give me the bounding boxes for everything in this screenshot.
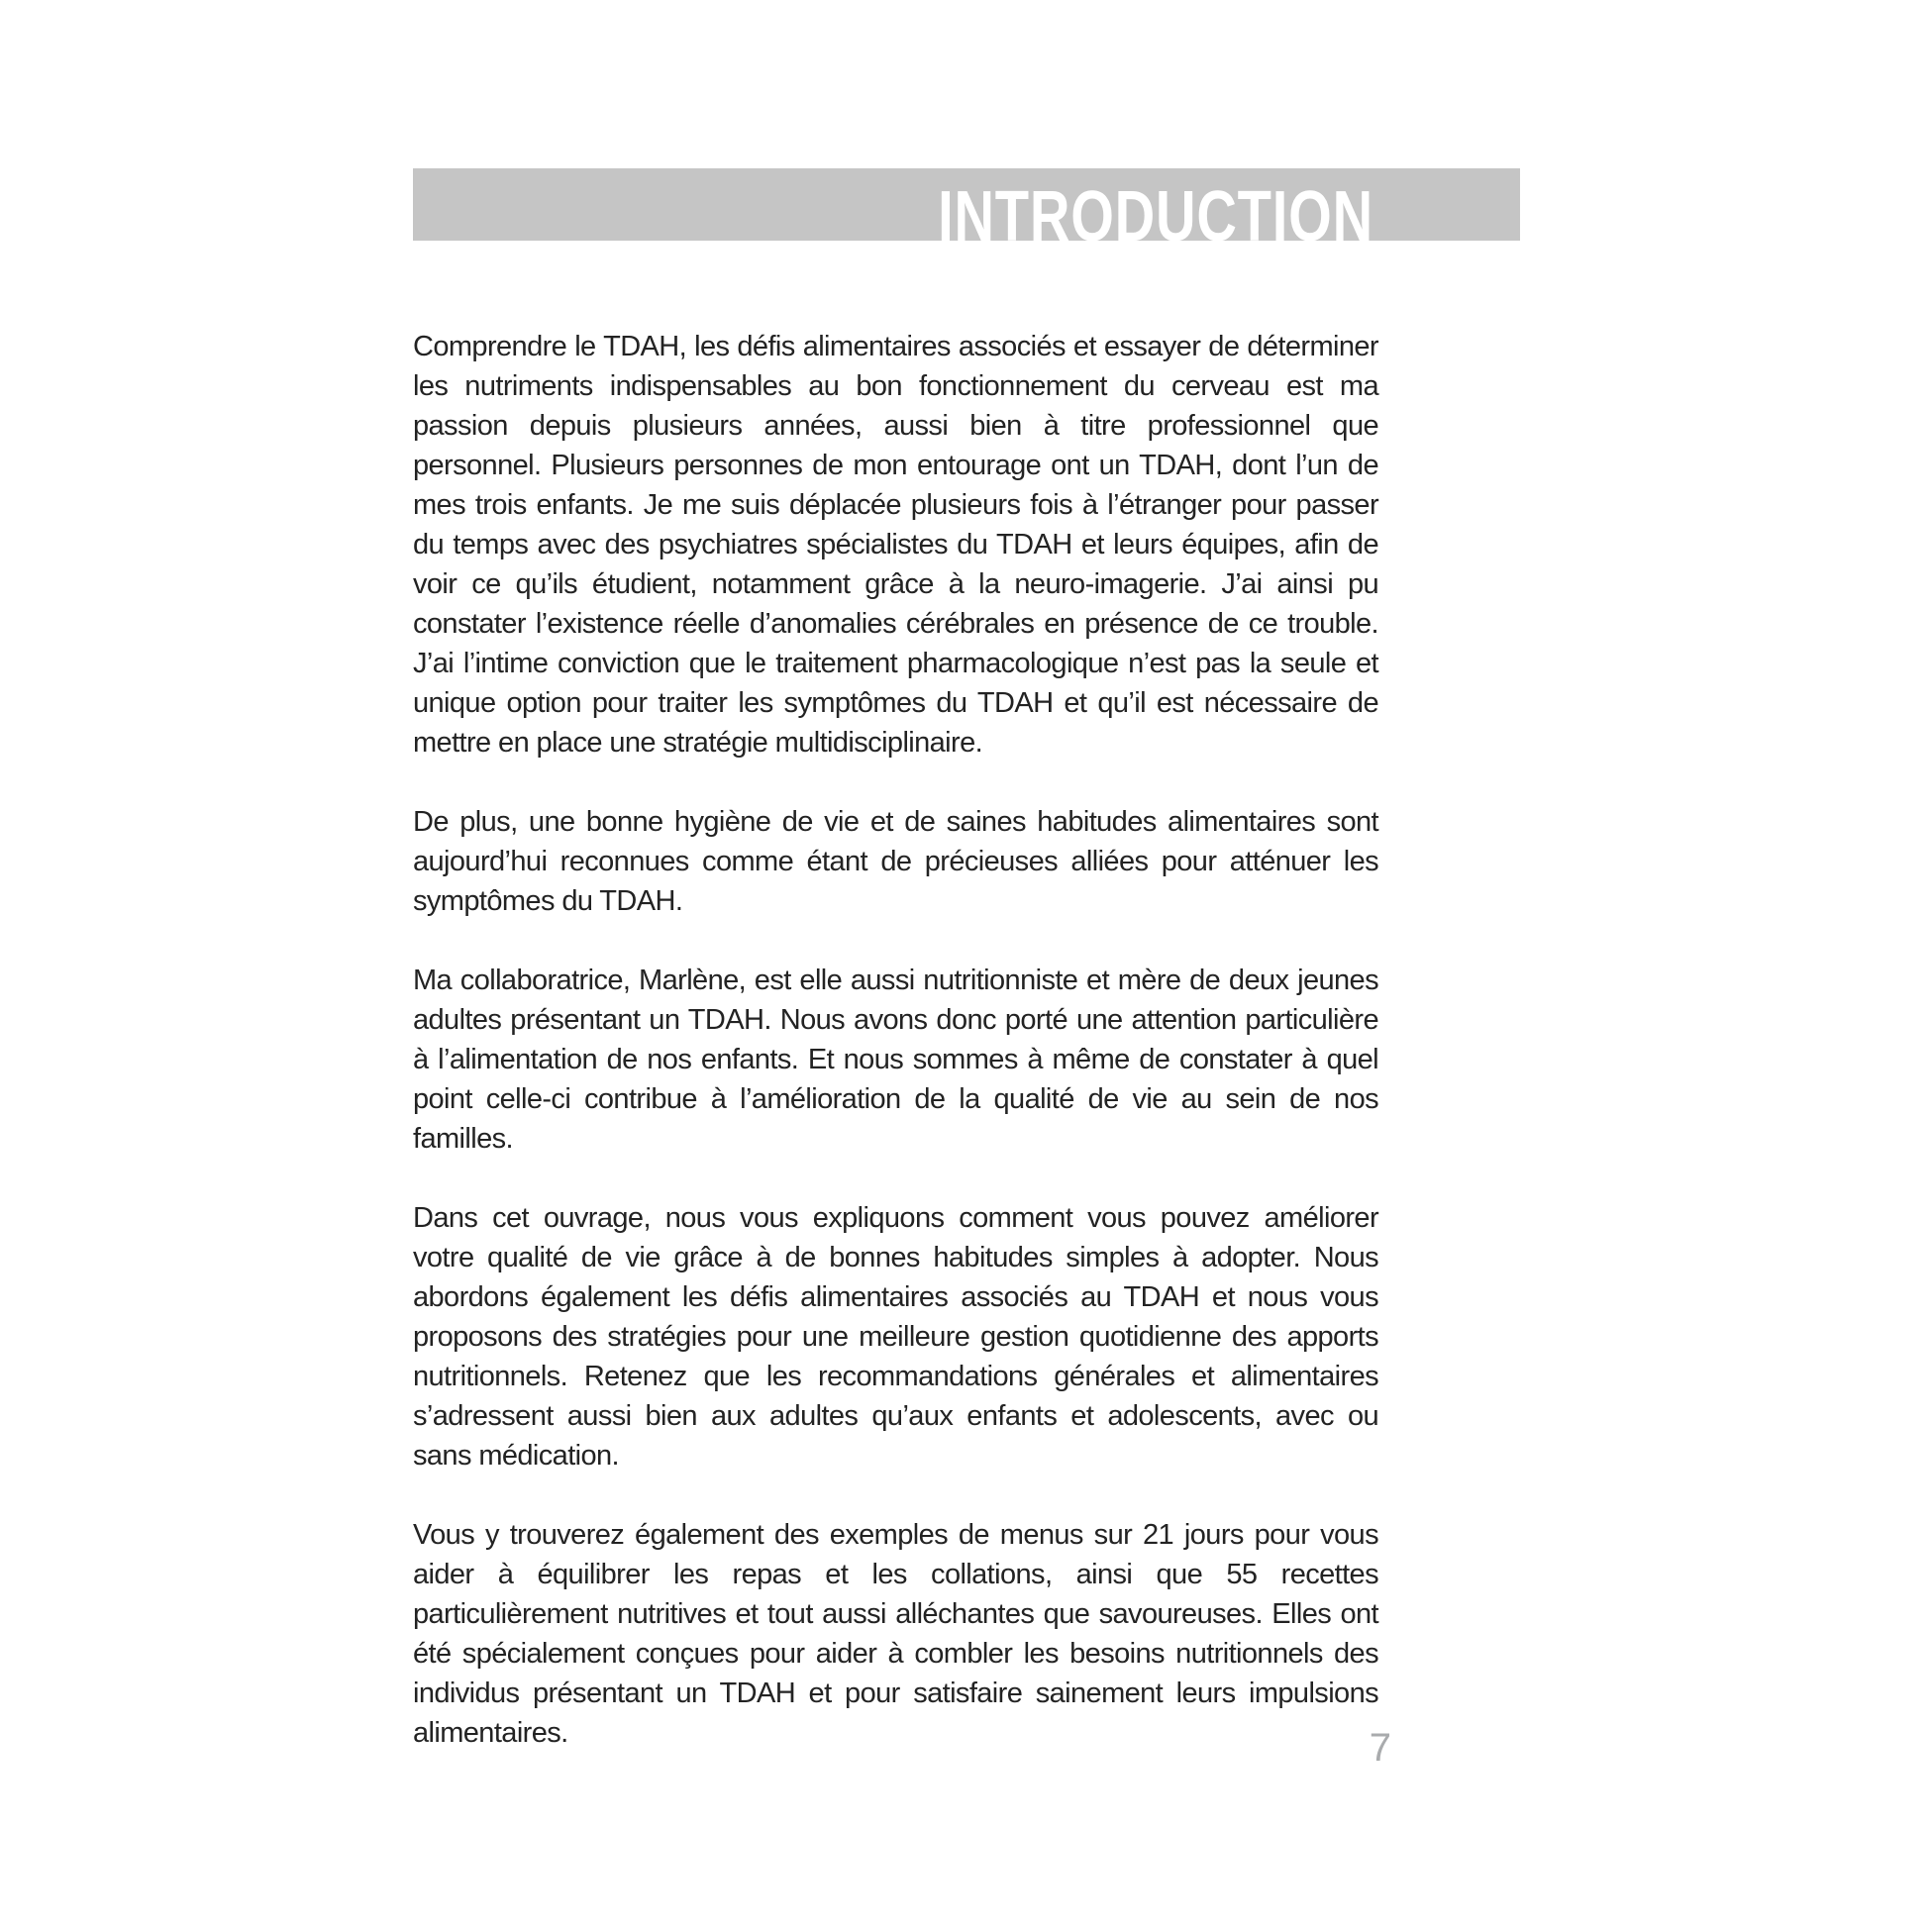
chapter-title: INTRODUCTION — [938, 177, 1373, 256]
chapter-banner — [413, 168, 1520, 256]
paragraph-2: De plus, une bonne hygiène de vie et de saines habitudes alimentaires sont aujourd’hui reconnues comme étant de précieuses alliées pour atténuer les symptômes du TDAH. — [413, 806, 1378, 917]
paragraph-3: Ma collaboratrice, Marlène, est elle aussi nutritionniste et mère de deux jeunes adultes présentant un TDAH. Nous avons donc porté une attention particulière à l’alimentation de nos enfants. Et nous sommes à même de constater à quel point celle-ci contribue à l’amélioration de la qualité de vie au sein de nos familles. — [413, 965, 1378, 1155]
body-text — [413, 327, 1378, 1753]
paragraph-5: Vous y trouverez également des exemples de menus sur 21 jours pour vous aider à équilibrer les repas et les collations, ainsi que 55 recettes particulièrement nutritives et tout aussi alléchantes que savoureuses. Elles ont été spécialement conçues pour aider à combler les besoins nutritionnels des individus présentant un TDAH et pour satisfaire sainement leurs impulsions alimentaires. — [413, 1519, 1378, 1749]
paragraph-4: Dans cet ouvrage, nous vous expliquons comment vous pouvez améliorer votre qualité de vie grâce à de bonnes habitudes simples à adopter. Nous abordons également les défis alimentaires associés au TDAH et nous vous proposons des stratégies pour une meilleure gestion quotidienne des apports nutritionnels. Retenez que les recommandations générales et alimentaires s’adressent aussi bien aux adultes qu’aux enfants et adolescents, avec ou sans médication. — [413, 1202, 1378, 1472]
page-number: 7 — [1369, 1726, 1391, 1770]
paragraph-1: Comprendre le TDAH, les défis alimentaires associés et essayer de déterminer les nutriments indispensables au bon fonctionnement du cerveau est ma passion depuis plusieurs années, aussi bien à titre professionnel que personnel. Plusieurs personnes de mon entourage ont un TDAH, dont l’un de mes trois enfants. Je me suis déplacée plusieurs fois à l’étranger pour passer du temps avec des psychiatres spécialistes du TDAH et leurs équipes, afin de voir ce qu’ils étudient, notamment grâce à la neuro-imagerie. J’ai ainsi pu constater l’existence réelle d’anomalies cérébrales en présence de ce trouble. J’ai l’intime conviction que le traitement pharmacologique n’est pas la seule et unique option pour traiter les symptômes du TDAH et qu’il est nécessaire de mettre en place une stratégie multidisciplinaire. — [413, 331, 1378, 759]
